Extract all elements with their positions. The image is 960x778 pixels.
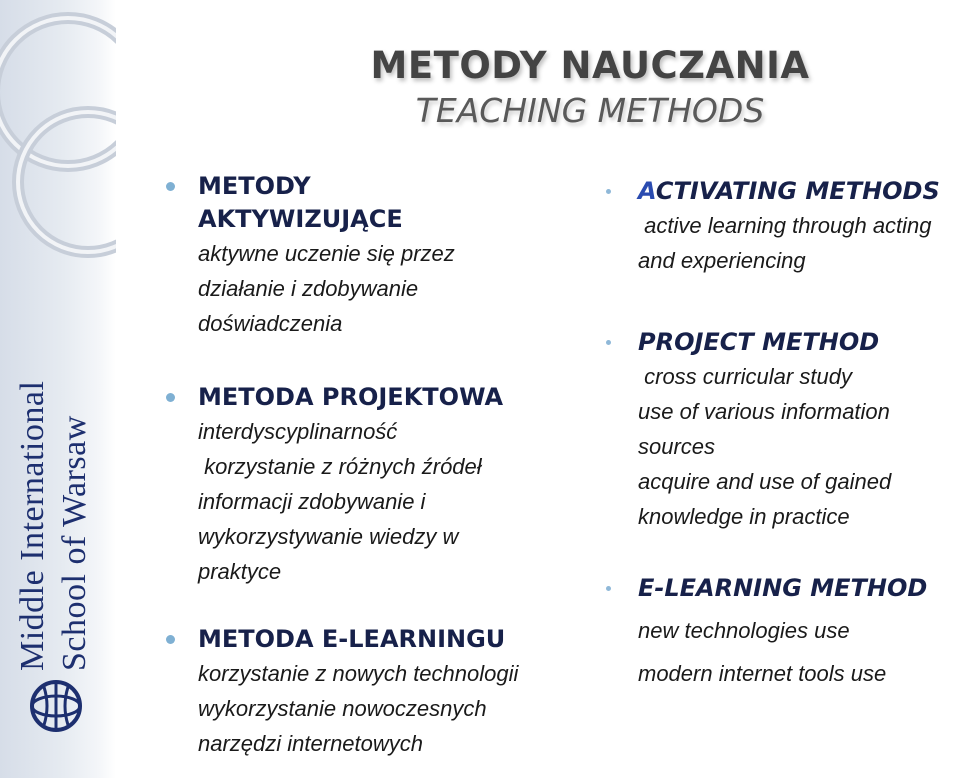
- globe-icon: [16, 677, 96, 735]
- description-line: interdyscyplinarność: [198, 419, 398, 444]
- description-line: modern internet tools use: [638, 661, 887, 686]
- description-line: new technologies use: [638, 618, 850, 643]
- list-item-activating-methods-en: [600, 175, 960, 278]
- list-item-elearning-pl: [160, 623, 560, 761]
- heading-accent-letter: A: [638, 177, 656, 205]
- bullet-icon: [166, 393, 175, 402]
- logo-line-2: School of Warsaw: [56, 415, 93, 671]
- list-item-elearning-en: [600, 572, 960, 691]
- description-line: active learning through acting: [638, 213, 932, 238]
- bullet-icon: [166, 635, 175, 644]
- description-line: acquire and use of gained: [638, 469, 892, 494]
- bullet-icon: [606, 586, 611, 591]
- description-line: działanie i zdobywanie: [198, 276, 419, 301]
- description-line: korzystanie z nowych technologii: [198, 661, 519, 686]
- school-logo: [10, 380, 102, 735]
- polish-methods-list: [160, 170, 560, 761]
- description-line: narzędzi internetowych: [198, 731, 424, 756]
- description-line: use of various information: [638, 399, 890, 424]
- description-line: wykorzystanie nowoczesnych: [198, 696, 487, 721]
- title-polish: METODY NAUCZANIA: [370, 44, 810, 87]
- list-item-project-method-en: [600, 326, 960, 534]
- description-line: korzystanie z różnych źródeł: [198, 454, 482, 479]
- heading-line: E-LEARNING METHOD: [638, 574, 928, 602]
- list-item-project-method-pl: [160, 381, 560, 589]
- slide-title: [330, 44, 850, 130]
- bullet-icon: [606, 340, 611, 345]
- logo-line-1: Middle International: [14, 380, 51, 671]
- bullet-icon: [166, 182, 175, 191]
- description-line: wykorzystywanie wiedzy w: [198, 524, 459, 549]
- title-english: TEACHING METHODS: [415, 91, 765, 130]
- heading-line: AKTYWIZUJĄCE: [198, 205, 403, 233]
- description-line: sources: [638, 434, 716, 459]
- decorative-rings: [0, 0, 116, 300]
- heading-line: METODY: [198, 172, 311, 200]
- heading-line: PROJECT METHOD: [638, 328, 880, 356]
- list-item-active-methods-pl: [160, 170, 560, 341]
- heading-line: METODA E-LEARNINGU: [198, 625, 506, 653]
- heading-line: [638, 175, 960, 208]
- description-line: knowledge in practice: [638, 504, 850, 529]
- heading-rest: CTIVATING METHODS: [655, 177, 940, 205]
- english-methods-list: [600, 175, 960, 691]
- sidebar-decoration: [0, 0, 116, 778]
- heading-line: METODA PROJEKTOWA: [198, 383, 504, 411]
- description-line: and experiencing: [638, 248, 806, 273]
- description-line: cross curricular study: [638, 364, 852, 389]
- bullet-icon: [606, 189, 611, 194]
- description-line: aktywne uczenie się przez: [198, 241, 455, 266]
- description-line: doświadczenia: [198, 311, 343, 336]
- description-line: praktyce: [198, 559, 282, 584]
- description-line: informacji zdobywanie i: [198, 489, 426, 514]
